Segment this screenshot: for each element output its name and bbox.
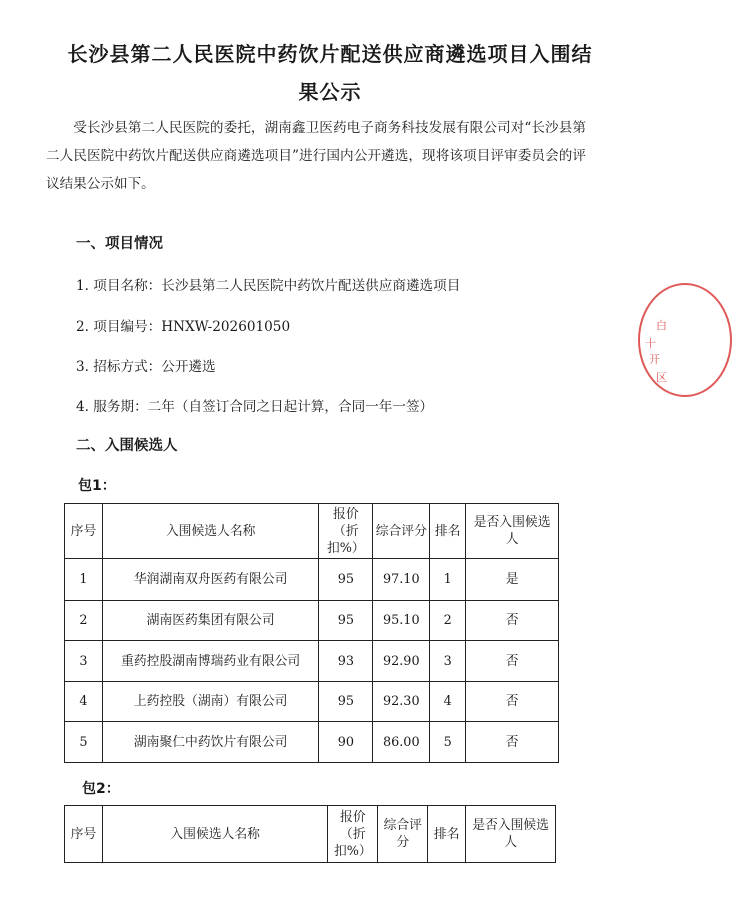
header-candidate-name: 入围候选人名称	[102, 504, 318, 559]
candidate-name: 华润湖南双舟医药有限公司	[102, 559, 318, 601]
table-header-row	[65, 806, 556, 863]
service-period-item: 4. 服务期：二年（自签订合同之日起计算，合同一年一签）	[76, 399, 434, 415]
candidate-name: 湖南聚仁中药饮片有限公司	[102, 722, 318, 763]
header-score: 综合评分	[373, 504, 430, 559]
header-score: 综合评分	[378, 806, 428, 863]
header-index: 序号	[65, 806, 103, 863]
score-value: 92.90	[373, 641, 430, 682]
official-seal	[638, 283, 732, 397]
score-value: 95.10	[373, 601, 430, 641]
document-title-line-2: 果公示	[298, 80, 362, 104]
seal-char: 区	[656, 371, 667, 384]
score-value: 92.30	[373, 682, 430, 722]
rank-value: 4	[430, 682, 466, 722]
quote-value: 90	[319, 722, 373, 763]
candidate-name: 湖南医药集团有限公司	[102, 601, 318, 641]
shortlisted-value: 是	[466, 559, 559, 601]
section-2-heading: 二、入围候选人	[76, 438, 178, 454]
package-1-table	[64, 503, 559, 763]
header-index: 序号	[65, 504, 103, 559]
rank-value: 1	[430, 559, 466, 601]
shortlisted-value: 否	[466, 641, 559, 682]
score-value: 86.00	[373, 722, 430, 763]
table-header-row	[65, 504, 559, 559]
package-2-label: 包2：	[82, 781, 120, 797]
header-rank: 排名	[430, 504, 466, 559]
seal-char: 白	[656, 319, 667, 332]
package-1-label: 包1：	[78, 478, 116, 494]
quote-value: 93	[319, 641, 373, 682]
quote-value: 95	[319, 682, 373, 722]
intro-paragraph: 受长沙县第二人民医院的委托，湖南鑫卫医药电子商务科技发展有限公司对“长沙县第二人民医院中药饮片配送供应商遴选项目”进行国内公开遴选，现将该项目评审委员会的评议结果公示如下。	[46, 120, 586, 192]
shortlisted-value: 否	[466, 722, 559, 763]
header-rank: 排名	[428, 806, 466, 863]
project-number-item: 2. 项目编号：HNXW-202601050	[76, 319, 291, 335]
header-shortlisted: 是否入围候选人	[466, 504, 559, 559]
rank-value: 2	[430, 601, 466, 641]
header-quote: 报价（折扣%）	[319, 504, 373, 559]
bidding-method-item: 3. 招标方式：公开遴选	[76, 359, 216, 375]
header-candidate-name: 入围候选人名称	[102, 806, 327, 863]
header-quote: 报价（折扣%）	[328, 806, 378, 863]
table-row	[65, 682, 559, 722]
quote-value: 95	[319, 559, 373, 601]
shortlisted-value: 否	[466, 682, 559, 722]
quote-value: 95	[319, 601, 373, 641]
shortlisted-value: 否	[466, 601, 559, 641]
row-index: 3	[65, 641, 103, 682]
header-shortlisted: 是否入围候选人	[466, 806, 556, 863]
table-row	[65, 641, 559, 682]
rank-value: 3	[430, 641, 466, 682]
candidate-name: 重药控股湖南博瑞药业有限公司	[102, 641, 318, 682]
table-row	[65, 722, 559, 763]
table-row	[65, 559, 559, 601]
row-index: 2	[65, 601, 103, 641]
rank-value: 5	[430, 722, 466, 763]
row-index: 5	[65, 722, 103, 763]
document-title-line-1: 长沙县第二人民医院中药饮片配送供应商遴选项目入围结	[67, 42, 593, 66]
row-index: 4	[65, 682, 103, 722]
seal-char: 开	[649, 353, 660, 366]
package-2-table	[64, 805, 556, 863]
candidate-name: 上药控股（湖南）有限公司	[102, 682, 318, 722]
project-name-item: 1. 项目名称：长沙县第二人民医院中药饮片配送供应商遴选项目	[76, 278, 461, 294]
section-1-heading: 一、项目情况	[76, 236, 163, 252]
seal-char: 十	[645, 337, 656, 350]
table-row	[65, 601, 559, 641]
row-index: 1	[65, 559, 103, 601]
score-value: 97.10	[373, 559, 430, 601]
